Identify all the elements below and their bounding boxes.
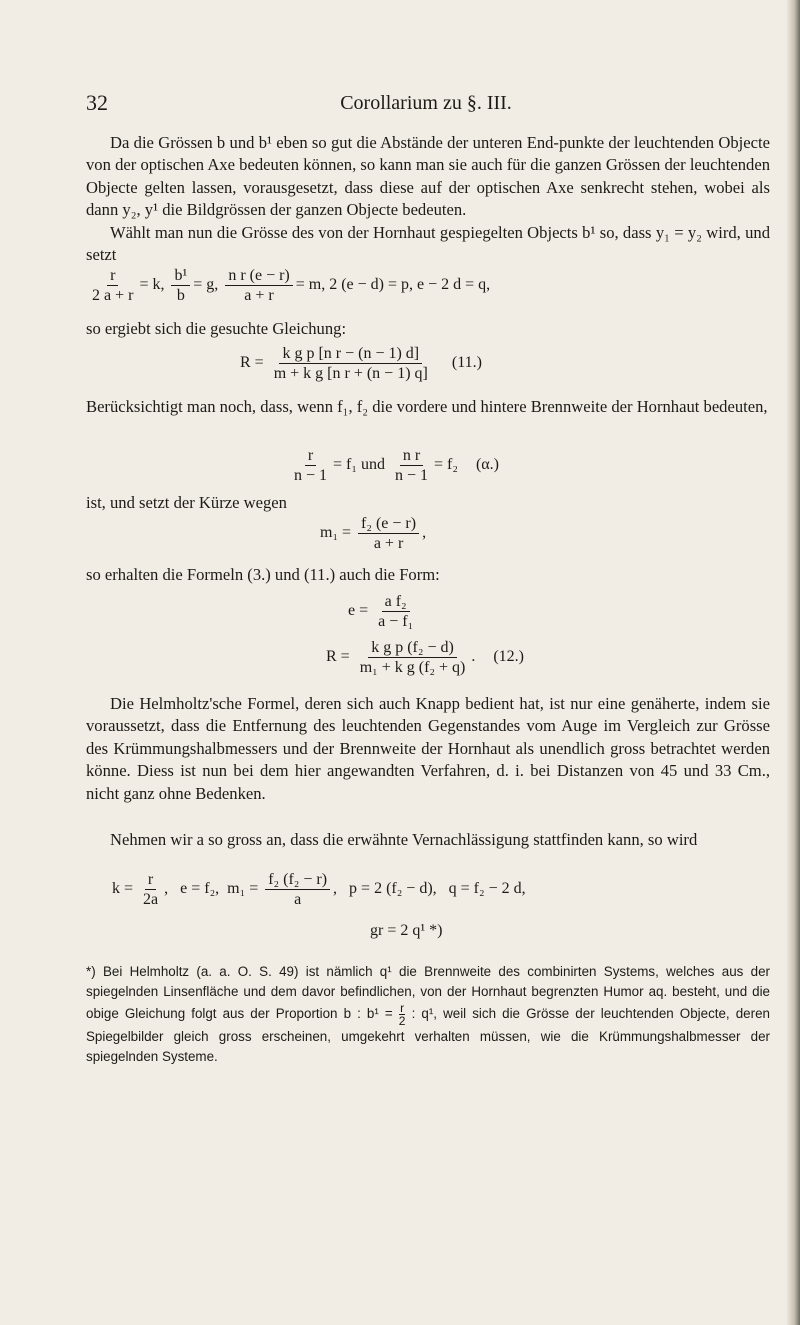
formula-m1: m₁ = $\frac{\text{f₂ (e − r)}}{a + r}$ , <box>320 515 427 552</box>
page-header <box>86 90 766 116</box>
page-number: 32 <box>86 90 108 115</box>
footnote: *) Bei Helmholtz (a. a. O. S. 49) ist nämlich q¹ die Brennweite des combinirten Systems, welches aus der spiegelnden Linsenfläche und dem davor befindlichen, von der Hornhaut begrenzten Humor aq. besteht, und die obige Gleichung folgt aus der Proportion b : b¹ = $\frac{r}{2}$ : q¹, weil sich die Grösse der leuchtenden Objecte, deren Spiegelbilder gleich gross erscheinen, umgekehrt verhalten müssen, wie die Krümmungshalbmesser der spiegelnden Systeme. <box>86 964 770 1064</box>
paragraph-2: Wählt man nun die Grösse des von der Hornhaut gespiegelten Objects b¹ so, dass y₁ = y₂ wird, und setzt <box>86 223 770 265</box>
paragraph-5: ist, und setzt der Kürze wegen <box>86 493 287 512</box>
paragraph-1: Da die Grössen b und b¹ eben so gut die Abstände der unteren End-punkte der leuchtenden Objecte von der optischen Axe bedeuten können, so kann man sie auch für die ganzen Grössen der leuchtenden Objecte gelten lassen, vorausgesetzt, dass diese auf der optischen Axe senkrecht stehen, wobei als dann y₂, y¹ die Bildgrössen der ganzen Objecte bedeuten. <box>86 133 770 220</box>
formula-alpha: $\frac{r}{n - 1}$ = f₁ und $\frac{\text{n r}}{n - 1}$ = f₂ (α.) <box>294 447 499 484</box>
formula-11: R = $\frac{\text{k g p [n r − (n − 1) d]}}{\text{m + k g [n r + (n − 1) q]}}$ (11.) <box>240 345 482 382</box>
footnote-fraction: $\frac{r}{2}$ <box>398 1001 406 1028</box>
running-title: Corollarium zu §. III. <box>340 92 512 114</box>
paragraph-7: Die Helmholtz'sche Formel, deren sich auch Knapp bedient hat, ist nur eine genäherte, indem sie voraussetzt, dass die Entfernung des leuchtenden Gegenstandes vom Auge im Vergleich zur Grösse des Krümmungshalbmessers und der Brennweite der Hornhaut als unendlich gross betrachtet werden könne. Diess ist nun bei dem hier angewandten Verfahren, d. i. bei Distanzen von 45 und 33 Cm., nicht ganz ohne Bedenken. <box>86 694 770 803</box>
paragraph-3: so ergiebt sich die gesuchte Gleichung: <box>86 319 347 338</box>
page-edge <box>786 0 800 1325</box>
formula-definitions: $\frac{r}{2 a + r}$ = k, $\frac{\text{b¹}}{b}$ = g, $\frac{\text{n r (e − r)}}{a + r}$ = m, 2 (e − d) = p, e − 2 d = q, <box>92 267 491 304</box>
equation-number-12: (12.) <box>493 648 524 666</box>
formula-e: e = $\frac{\text{a f₂}}{\text{a − f₁}}$ <box>348 593 414 630</box>
paragraph-4: Berücksichtigt man noch, dass, wenn f₁, f₂ die vordere und hintere Brennweite der Hornhaut bedeuten, <box>86 397 768 416</box>
equation-number-11: (11.) <box>451 354 482 372</box>
formula-gr: gr = 2 q¹ *) <box>370 922 443 939</box>
formula-12: R = $\frac{\text{k g p (f₂ − d)}}{\text{m₁ + k g (f₂ + q)}}$ . (12.) <box>326 639 524 676</box>
equation-number-alpha: (α.) <box>475 456 499 474</box>
formula-final-substitutions: k = $\frac{r}{2a}$ , e = f₂, m₁ = $\frac{\text{f₂ (f₂ − r)}}{a}$ , p = 2 (f₂ − d), q = f₂ − 2 d, <box>112 871 526 908</box>
paragraph-6: so erhalten die Formeln (3.) und (11.) auch die Form: <box>86 565 440 584</box>
paragraph-8: Nehmen wir a so gross an, dass die erwähnte Vernachlässigung stattfinden kann, so wird <box>110 830 698 849</box>
